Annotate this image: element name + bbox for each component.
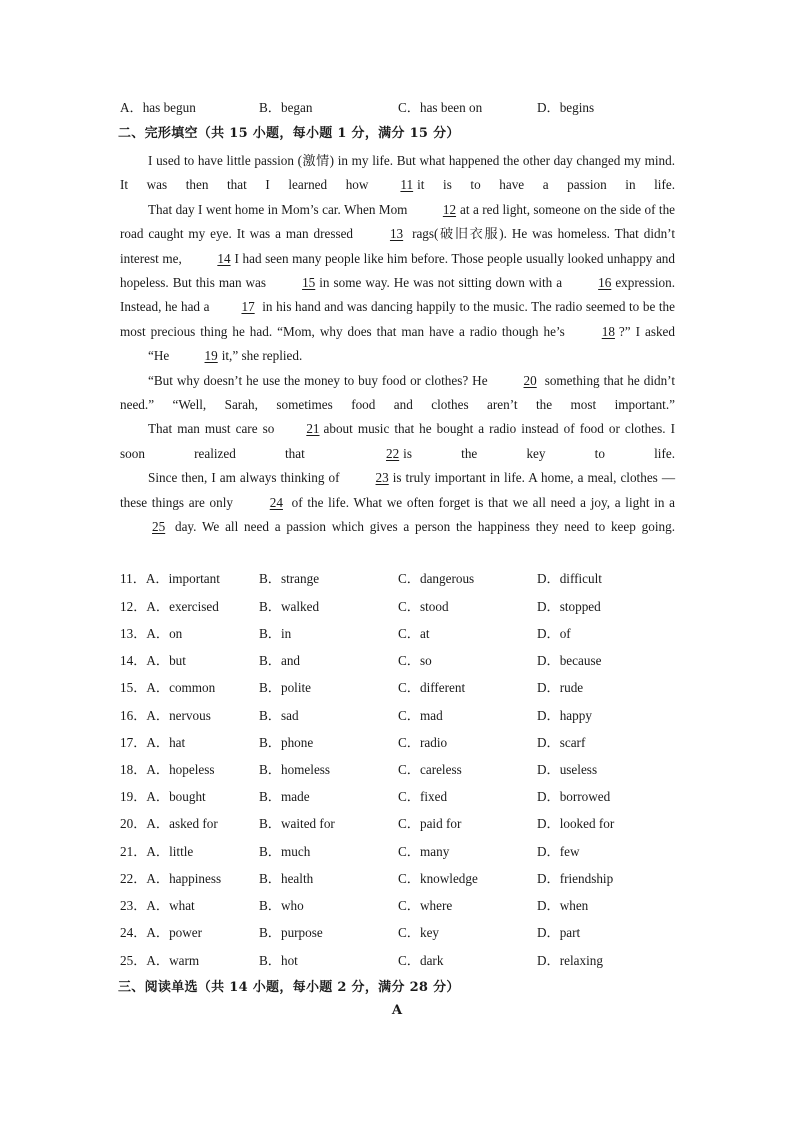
option-d[interactable]: D．relaxing xyxy=(537,953,603,968)
option-b[interactable]: B．strange xyxy=(259,571,320,586)
option-c[interactable]: C．dark xyxy=(398,953,444,968)
option-b[interactable]: B．phone xyxy=(259,735,314,750)
option-a[interactable]: 23．A．what xyxy=(120,898,195,913)
option-a[interactable]: 20．A．asked for xyxy=(120,816,218,831)
blank-23: 23 xyxy=(375,470,389,486)
option-d[interactable]: D．part xyxy=(537,925,581,940)
option-c[interactable]: C．so xyxy=(398,653,432,668)
option-b[interactable]: B．purpose xyxy=(259,925,323,940)
question-22 xyxy=(120,868,680,886)
blank-14: 14 xyxy=(217,250,231,266)
option-b[interactable]: B．and xyxy=(259,653,301,668)
option-a[interactable]: 18．A．hopeless xyxy=(120,762,215,777)
option-a[interactable]: 25．A．warm xyxy=(120,953,200,968)
section-3-title: 三、阅读单选（共 14 小题，每小题 2 分，满分 28 分） xyxy=(118,980,460,995)
blank-21: 21 xyxy=(306,421,320,437)
option-d[interactable]: D．begins xyxy=(537,100,595,115)
option-d[interactable]: D．happy xyxy=(537,708,592,723)
option-a[interactable]: 19．A．bought xyxy=(120,789,206,804)
option-c[interactable]: C．at xyxy=(398,626,430,641)
option-a[interactable]: 15．A．common xyxy=(120,680,216,695)
paragraph-6: Since then, I am always thinking of 23 is truly important in life. A home, a meal, clothes — these things are only 24 of the life. What we often forget is that we all need a joy, a light in a25 day. We all need a passion which gives a person the happiness they need to keep going. xyxy=(120,466,675,539)
option-d[interactable]: D．when xyxy=(537,898,589,913)
question-23 xyxy=(120,895,680,913)
option-a[interactable]: 22．A．happiness xyxy=(120,871,222,886)
blank-13: 13 xyxy=(389,226,404,242)
option-d[interactable]: D．because xyxy=(537,653,602,668)
question-24 xyxy=(120,922,680,940)
option-d[interactable]: D．rude xyxy=(537,680,584,695)
blank-15: 15 xyxy=(302,275,316,291)
q10-options xyxy=(120,97,680,115)
option-a[interactable]: 24．A．power xyxy=(120,925,203,940)
blank-17: 17 xyxy=(241,299,255,315)
blank-20: 20 xyxy=(523,372,537,388)
question-11 xyxy=(120,568,680,586)
option-c[interactable]: C．careless xyxy=(398,762,462,777)
paragraph-5: That man must care so 21 about music that he bought a radio instead of food or clothes. I soon realized that 22 is the key to life. xyxy=(120,417,675,466)
blank-19: 19 xyxy=(204,348,218,364)
option-a[interactable]: 16．A．nervous xyxy=(120,708,211,723)
option-d[interactable]: D．difficult xyxy=(537,571,602,586)
paragraph-1: I used to have little passion (激情) in my life. But what happened the other day changed my mind. It was then that I learned how 11 it is to have a passion in life. xyxy=(120,149,675,198)
question-20 xyxy=(120,813,680,831)
option-c[interactable]: C．mad xyxy=(398,708,443,723)
option-b[interactable]: B．polite xyxy=(259,680,312,695)
question-18 xyxy=(120,759,680,777)
option-b[interactable]: B．homeless xyxy=(259,762,331,777)
option-c[interactable]: C．dangerous xyxy=(398,571,475,586)
option-a[interactable]: A．has begun xyxy=(120,100,196,115)
option-a[interactable]: 17．A．hat xyxy=(120,735,186,750)
option-c[interactable]: C．different xyxy=(398,680,466,695)
paragraph-2: That day I went home in Mom’s car. When Mom 12 at a red light, someone on the side of the road caught my eye. It was a man dressed 13 rags(破旧衣服). He was homeless. That didn’t interest me, 14 I had seen many people like him before. Those people usually looked unhappy and hopeless. But this man was 15 in some way. He was not sitting down with a 16 expression. Instead, he had a 17 in his hand and was dancing happily to the music. The radio seemed to be the most precious thing he had. “Mom, why does that man have a radio though he’s 18 ?” I asked xyxy=(120,198,675,344)
section-2-title: 二、完形填空（共 15 小题，每小题 1 分，满分 15 分） xyxy=(118,126,460,141)
blank-18: 18 xyxy=(601,323,615,339)
option-d[interactable]: D．few xyxy=(537,844,580,859)
paragraph-4: “But why doesn’t he use the money to buy food or clothes? He 20 something that he didn’t need.” “Well, Sarah, sometimes food and clothes aren’t the most important.” xyxy=(120,369,675,418)
option-d[interactable]: D．borrowed xyxy=(537,789,611,804)
option-c[interactable]: C．paid for xyxy=(398,816,462,831)
option-b[interactable]: B．made xyxy=(259,789,310,804)
option-c[interactable]: C．many xyxy=(398,844,450,859)
option-c[interactable]: C．has been on xyxy=(398,100,483,115)
question-13 xyxy=(120,623,680,641)
option-d[interactable]: D．friendship xyxy=(537,871,614,886)
option-b[interactable]: B．who xyxy=(259,898,304,913)
option-b[interactable]: B．waited for xyxy=(259,816,335,831)
option-c[interactable]: C．knowledge xyxy=(398,871,478,886)
option-b[interactable]: B．walked xyxy=(259,599,320,614)
paragraph-3: “He 19 it,” she replied. xyxy=(120,344,675,368)
question-16 xyxy=(120,705,680,723)
blank-22: 22 xyxy=(385,445,400,461)
option-c[interactable]: C．key xyxy=(398,925,440,940)
question-19 xyxy=(120,786,680,804)
blank-25: 25 xyxy=(152,519,166,535)
question-17 xyxy=(120,732,680,750)
option-c[interactable]: C．where xyxy=(398,898,453,913)
option-c[interactable]: C．stood xyxy=(398,599,449,614)
option-b[interactable]: B．sad xyxy=(259,708,299,723)
question-14 xyxy=(120,650,680,668)
option-b[interactable]: B．hot xyxy=(259,953,298,968)
option-d[interactable]: D．looked for xyxy=(537,816,615,831)
question-21 xyxy=(120,841,680,859)
option-a[interactable]: 12．A．exercised xyxy=(120,599,219,614)
option-d[interactable]: D．stopped xyxy=(537,599,601,614)
option-a[interactable]: 13．A．on xyxy=(120,626,183,641)
question-15 xyxy=(120,677,680,695)
option-b[interactable]: B．much xyxy=(259,844,311,859)
blank-11: 11 xyxy=(400,177,414,193)
option-d[interactable]: D．of xyxy=(537,626,571,641)
blank-16: 16 xyxy=(598,275,612,291)
option-b[interactable]: B．began xyxy=(259,100,313,115)
option-a[interactable]: 14．A．but xyxy=(120,653,186,668)
question-12 xyxy=(120,596,680,614)
part-label: A xyxy=(391,1003,403,1018)
option-d[interactable]: D．useless xyxy=(537,762,598,777)
option-b[interactable]: B．in xyxy=(259,626,292,641)
blank-24: 24 xyxy=(269,494,283,510)
cloze-passage xyxy=(120,149,675,540)
option-a[interactable]: 11．A．important xyxy=(120,571,220,586)
option-c[interactable]: C．fixed xyxy=(398,789,448,804)
blank-12: 12 xyxy=(442,201,457,217)
question-25 xyxy=(120,950,680,968)
option-a[interactable]: 21．A．little xyxy=(120,844,194,859)
option-c[interactable]: C．radio xyxy=(398,735,448,750)
option-b[interactable]: B．health xyxy=(259,871,314,886)
option-d[interactable]: D．scarf xyxy=(537,735,586,750)
